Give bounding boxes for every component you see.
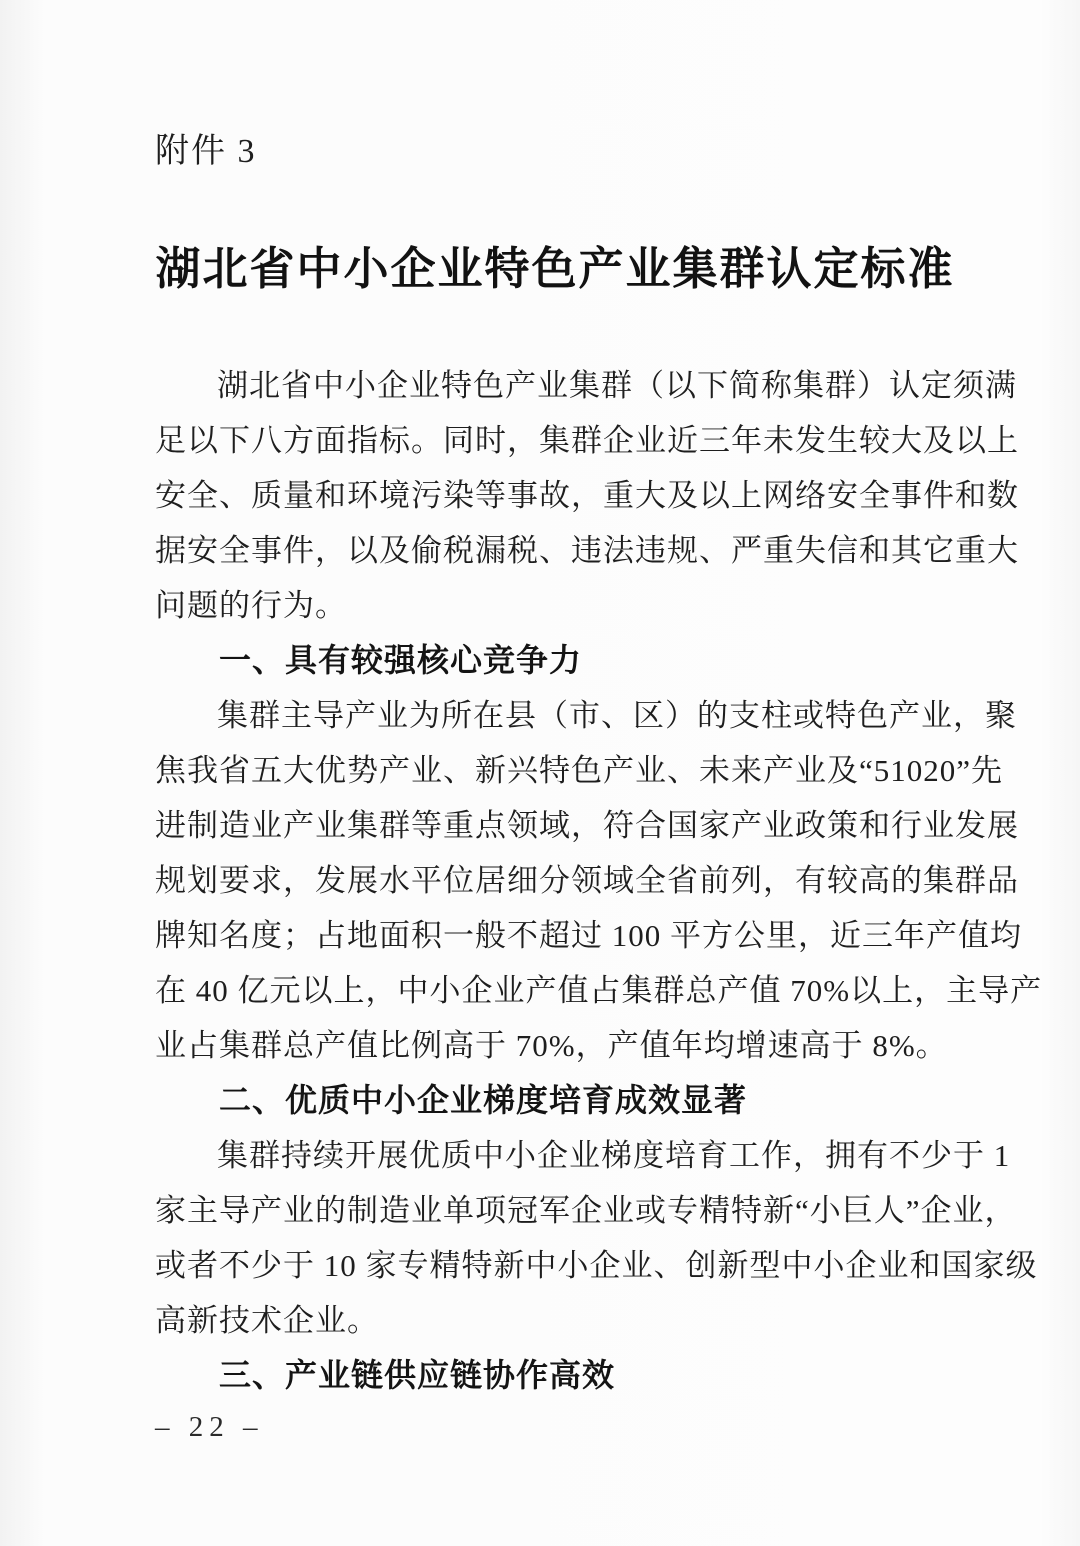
paragraph-line: 规划要求，发展水平位居细分领域全省前列，有较高的集群品 [155,863,1019,898]
paragraph-line: 焦我省五大优势产业、新兴特色产业、未来产业及“51020”先 [155,753,1004,788]
page-number: – 22 – [155,1411,264,1443]
paragraph-line: 集群主导产业为所在县（市、区）的支柱或特色产业，聚 [217,698,1017,733]
paragraph-line: 进制造业产业集群等重点领域，符合国家产业政策和行业发展 [155,808,1019,843]
paragraph-line: 家主导产业的制造业单项冠军企业或专精特新“小巨人”企业， [155,1193,1017,1228]
paragraph-line: 在 40 亿元以上，中小企业产值占集群总产值 70%以上，主导产 [155,973,1043,1008]
section-heading: 一、具有较强核心竞争力 [219,642,583,678]
paragraph-line: 问题的行为。 [155,588,347,623]
paragraph-line: 湖北省中小企业特色产业集群（以下简称集群）认定须满 [217,368,1017,403]
paragraph-line: 或者不少于 10 家专精特新中小企业、创新型中小企业和国家级 [155,1248,1038,1283]
attachment-label: 附件 3 [155,133,257,170]
paragraph-line: 业占集群总产值比例高于 70%，产值年均增速高于 8%。 [155,1028,948,1063]
document-title: 湖北省中小企业特色产业集群认定标准 [155,244,955,294]
paragraph-line: 据安全事件，以及偷税漏税、违法违规、严重失信和其它重大 [155,533,1019,568]
paragraph-line: 高新技术企业。 [155,1303,379,1338]
section-heading: 二、优质中小企业梯度培育成效显著 [219,1082,748,1118]
paragraph-line: 足以下八方面指标。同时，集群企业近三年未发生较大及以上 [155,423,1019,458]
paragraph-line: 牌知名度；占地面积一般不超过 100 平方公里，近三年产值均 [155,918,1022,953]
paragraph-line: 集群持续开展优质中小企业梯度培育工作，拥有不少于 1 [217,1138,1011,1173]
paragraph-line: 安全、质量和环境污染等事故，重大及以上网络安全事件和数 [155,478,1019,513]
section-heading: 三、产业链供应链协作高效 [219,1357,616,1393]
document-body [155,358,1043,1403]
